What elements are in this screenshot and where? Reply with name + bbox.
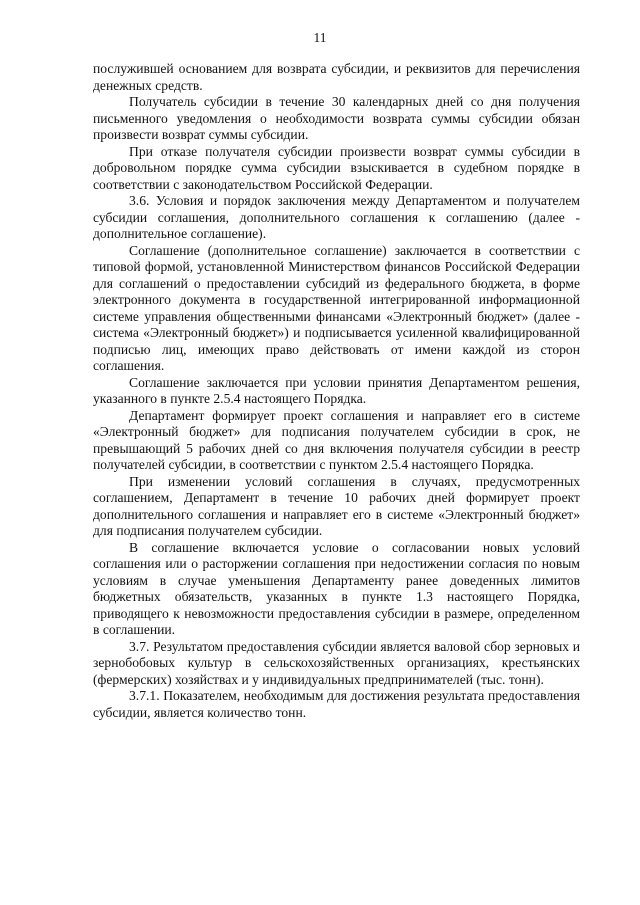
- paragraph-refund-details: послужившей основанием для возврата субсидии, и реквизитов для перечисления денежных средств.: [93, 61, 580, 93]
- paragraph-agreement-form: Соглашение (дополнительное соглашение) заключается в соответствии с типовой формой, установленной Министерством финансов Российской Федерации для соглашений о предоставлении субсидий из федерального бюджета, в форме электронного документа в государственной интегрированной информационной системе управления общественными финансами «Электронный бюджет» (далее - система «Электронный бюджет») и подписывается усиленной квалифицированной подписью лиц, имеющих право действовать от имени каждой из сторон соглашения.: [93, 242, 580, 373]
- paragraph-refund-deadline: Получатель субсидии в течение 30 календарных дней со дня получения письменного уведомления о необходимости возврата суммы субсидии обязан произвести возврат суммы субсидии.: [93, 94, 580, 142]
- paragraph-section-3-7: 3.7. Результатом предоставления субсидии является валовой сбор зерновых и зернобобовых культур в сельскохозяйственных организациях, крестьянских (фермерских) хозяйствах и у индивидуальных предпринимателей (тыс. тонн).: [93, 638, 580, 687]
- document-body: [93, 61, 580, 721]
- paragraph-section-3-6: 3.6. Условия и порядок заключения между Департаментом и получателем субсидии соглашения, дополнительного соглашения к соглашению (далее - дополнительное соглашение).: [93, 193, 580, 241]
- paragraph-refund-refusal: При отказе получателя субсидии произвести возврат суммы субсидии в добровольном порядке сумма субсидии взыскивается в судебном порядке в соответствии с законодательством Российской Федерации.: [93, 143, 580, 192]
- paragraph-agreement-draft: Департамент формирует проект соглашения и направляет его в системе «Электронный бюджет» для подписания получателем субсидии в срок, не превышающий 5 рабочих дней со дня включения получателя субсидии в реестр получателей субсидии, в соответствии с пунктом 2.5.4 настоящего Порядка.: [93, 407, 580, 472]
- paragraph-agreement-condition: Соглашение заключается при условии принятия Департаментом решения, указанного в пункте 2.5.4 настоящего Порядка.: [93, 374, 580, 406]
- paragraph-agreement-changes: При изменении условий соглашения в случаях, предусмотренных соглашением, Департамент в течение 10 рабочих дней формирует проект дополнительного соглашения и направляет его в системе «Электронный бюджет» для подписания получателем субсидии.: [93, 473, 580, 538]
- page-number: 11: [313, 30, 327, 45]
- paragraph-agreement-termination: В соглашение включается условие о согласовании новых условий соглашения или о расторжении соглашения при недостижении согласия по новым условиям в случае уменьшения Департаменту ранее доведенных лимитов бюджетных обязательств, указанных в пункте 1.3 настоящего Порядка, приводящего к невозможности предоставления субсидии в размере, определенном в соглашении.: [93, 539, 580, 637]
- paragraph-section-3-7-1: 3.7.1. Показателем, необходимым для достижения результата предоставления субсидии, является количество тонн.: [93, 688, 580, 720]
